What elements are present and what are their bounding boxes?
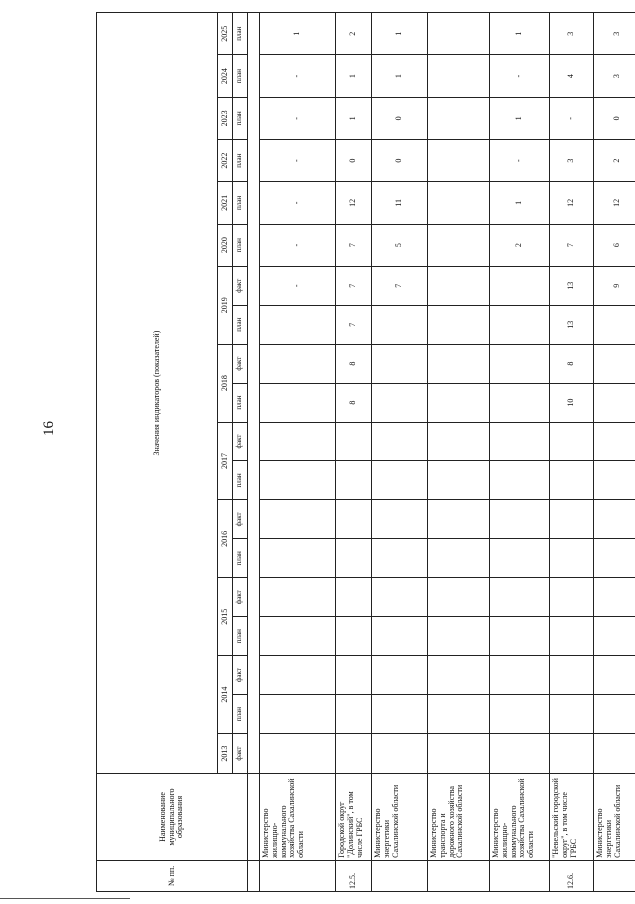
value-cell: 8 [336,383,372,422]
value-cell [428,13,490,55]
value-cell [372,656,428,695]
value-cell [336,578,372,617]
year-2022: 2022 [218,140,233,182]
year-2019: 2019 [218,266,233,344]
value-cell [550,656,594,695]
value-cell [594,539,635,578]
footer-rule [0,898,130,899]
table-row [372,13,428,892]
value-cell: 1 [490,13,550,55]
value-cell: 1 [336,97,372,139]
value-cell [490,266,550,305]
value-cell [490,500,550,539]
value-cell [260,539,336,578]
value-cell [372,344,428,383]
row-name: Министерство транспорта и дорожного хозяйства Сахалинской области [428,774,490,861]
value-cell [372,500,428,539]
value-cell [594,305,635,344]
value-cell: 0 [336,140,372,182]
year-2017: 2017 [218,422,233,500]
value-cell: 3 [594,55,635,97]
row-number: 12.6. [550,860,594,891]
value-cell: 12 [336,182,372,224]
sub-plan: план [233,695,248,734]
value-cell: 7 [336,305,372,344]
value-cell [550,734,594,774]
row-name: Министерство энергетики Сахалинской области [594,774,635,861]
value-cell [336,422,372,461]
value-cell [594,656,635,695]
value-cell: 7 [336,224,372,266]
value-cell [428,383,490,422]
value-cell: 2 [594,140,635,182]
value-cell [428,656,490,695]
sub-fact: факт [233,344,248,383]
value-cell [428,539,490,578]
value-cell [336,695,372,734]
sub-plan: план [233,55,248,97]
value-cell [428,344,490,383]
value-cell: - [260,224,336,266]
value-cell: 1 [490,182,550,224]
value-cell [490,461,550,500]
value-cell: 3 [550,140,594,182]
value-cell [490,734,550,774]
table-row [550,13,594,892]
table-row [490,13,550,892]
table-row [336,13,372,892]
value-cell [336,500,372,539]
year-2015: 2015 [218,578,233,656]
value-cell [428,224,490,266]
sub-fact: факт [233,422,248,461]
value-cell: 1 [336,55,372,97]
value-cell [490,344,550,383]
row-number [260,860,336,891]
value-cell [428,55,490,97]
value-cell: - [260,140,336,182]
value-cell [550,461,594,500]
page-number: 16 [41,421,57,436]
sub-plan: план [233,224,248,266]
value-cell: 0 [594,97,635,139]
value-cell: 0 [372,140,428,182]
value-cell [428,695,490,734]
value-cell [594,617,635,656]
value-cell [490,617,550,656]
year-2020: 2020 [218,224,233,266]
table-row [260,13,336,892]
value-cell: 9 [594,266,635,305]
value-cell: 2 [336,13,372,55]
row-number [372,860,428,891]
sub-plan: план [233,305,248,344]
value-cell: - [490,140,550,182]
year-2018: 2018 [218,344,233,422]
value-cell [490,422,550,461]
col-name-header: Наименование муниципального образования [97,774,248,861]
value-cell: 11 [372,182,428,224]
value-cell [260,461,336,500]
value-cell: 10 [550,383,594,422]
value-cell [428,97,490,139]
sub-plan: план [233,140,248,182]
value-cell: - [260,97,336,139]
table-row [594,13,635,892]
value-cell [428,461,490,500]
value-cell [372,305,428,344]
value-cell [372,578,428,617]
value-cell: 12 [594,182,635,224]
value-cell [428,140,490,182]
value-cell [260,617,336,656]
value-cell: 8 [336,344,372,383]
year-2016: 2016 [218,500,233,578]
row-name: Министерство жилищно-коммунального хозяйства Сахалинской области [260,774,336,861]
value-cell [372,617,428,656]
value-cell [372,539,428,578]
value-cell [336,461,372,500]
indicators-table [96,12,635,892]
value-cell [594,734,635,774]
value-cell: 3 [594,13,635,55]
value-cell: 13 [550,266,594,305]
value-cell [428,578,490,617]
value-cell [260,500,336,539]
value-cell [428,422,490,461]
year-2014: 2014 [218,656,233,734]
year-2025: 2025 [218,13,233,55]
value-cell [594,500,635,539]
sub-fact: факт [233,500,248,539]
value-cell [490,578,550,617]
sub-plan: план [233,97,248,139]
table-row [428,13,490,892]
sub-fact: факт [233,266,248,305]
value-cell: 7 [336,266,372,305]
value-cell [372,734,428,774]
value-cell [260,383,336,422]
value-cell [260,734,336,774]
value-cell: - [550,97,594,139]
value-cell: 1 [372,55,428,97]
value-cell: 1 [372,13,428,55]
value-cell [260,422,336,461]
value-cell [490,539,550,578]
row-number [490,860,550,891]
value-cell [336,539,372,578]
sub-plan: план [233,461,248,500]
value-cell [428,500,490,539]
value-cell [260,305,336,344]
col-num-header: № пп. [97,860,248,891]
sub-fact: факт [233,578,248,617]
value-cell: 5 [372,224,428,266]
row-number: 12.5. [336,860,372,891]
value-cell [594,461,635,500]
value-cell [550,500,594,539]
row-name: "Невельский городской округ", в том числе ГРБС [550,774,594,861]
sub-fact: факт [233,656,248,695]
row-name: Министерство энергетики Сахалинской области [372,774,428,861]
value-cell [428,617,490,656]
value-cell [490,656,550,695]
value-cell: 0 [372,97,428,139]
value-cell: 6 [594,224,635,266]
sub-plan: план [233,383,248,422]
value-cell: 8 [550,344,594,383]
value-cell [594,695,635,734]
year-2021: 2021 [218,182,233,224]
value-cell [260,344,336,383]
value-cell: 1 [490,97,550,139]
value-cell: - [260,55,336,97]
value-cell [428,305,490,344]
spacer-cell [248,13,260,774]
row-number [594,860,635,891]
value-cell [594,422,635,461]
value-cell [260,656,336,695]
value-cell: 7 [372,266,428,305]
value-cell: 12 [550,182,594,224]
value-cell [260,695,336,734]
value-cell [428,266,490,305]
value-cell [428,182,490,224]
row-name: Министерство жилищно-коммунального хозяйства Сахалинской области [490,774,550,861]
value-cell [372,422,428,461]
value-cell [594,344,635,383]
value-cell: 4 [550,55,594,97]
table-body [248,13,635,892]
value-cell: 7 [550,224,594,266]
sub-plan: план [233,13,248,55]
value-cell: 3 [550,13,594,55]
value-cell: - [260,266,336,305]
value-cell [594,383,635,422]
sub-plan: план [233,539,248,578]
value-cell [372,695,428,734]
year-2024: 2024 [218,55,233,97]
year-2013: 2013 [218,734,233,774]
value-cell [428,734,490,774]
row-name: Городской округ "Долинский", в том числе ГРБС [336,774,372,861]
value-cell [490,383,550,422]
value-cell [372,383,428,422]
value-cell [550,695,594,734]
values-header: Значения индикаторов (показателей) [97,13,218,774]
sub-fact: факт [233,734,248,774]
value-cell: - [260,182,336,224]
value-cell [336,617,372,656]
value-cell [490,695,550,734]
value-cell [550,422,594,461]
value-cell [336,734,372,774]
value-cell [372,461,428,500]
value-cell [260,578,336,617]
value-cell [336,656,372,695]
spacer-cell [248,774,260,861]
value-cell [550,578,594,617]
rotated-table-wrapper [96,12,622,892]
value-cell [550,539,594,578]
sub-plan: план [233,617,248,656]
sub-plan: план [233,182,248,224]
value-cell [594,578,635,617]
value-cell: 1 [260,13,336,55]
value-cell: - [490,55,550,97]
row-number [428,860,490,891]
value-cell [490,305,550,344]
value-cell: 2 [490,224,550,266]
value-cell: 13 [550,305,594,344]
year-2023: 2023 [218,97,233,139]
value-cell [550,617,594,656]
spacer-cell [248,860,260,891]
